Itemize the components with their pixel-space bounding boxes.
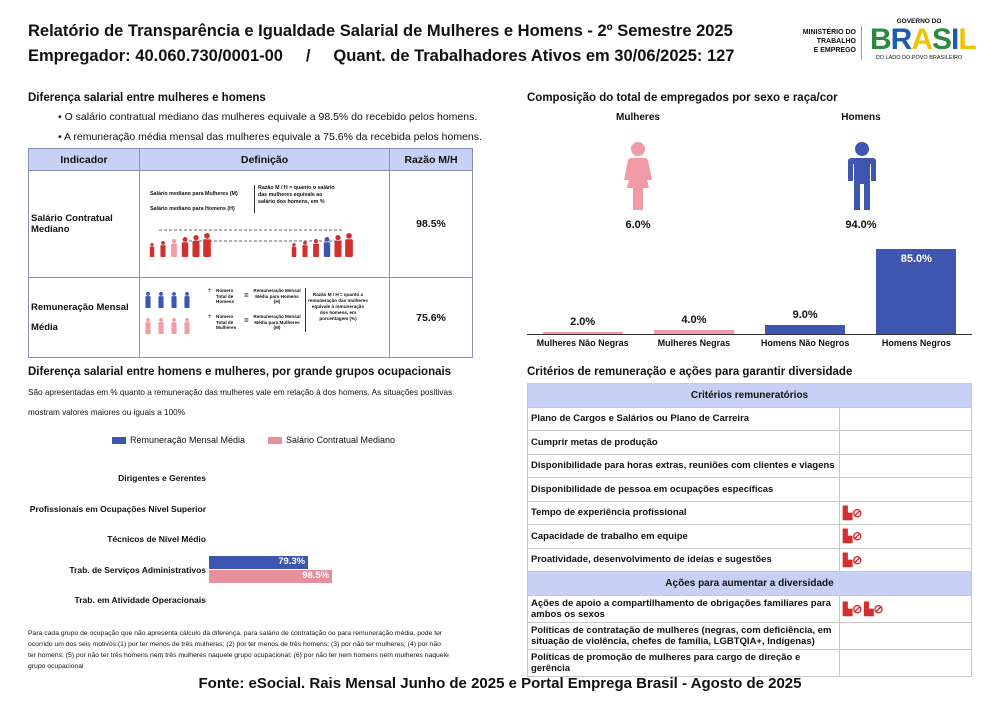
criteria-mark-cell xyxy=(840,501,972,525)
adopted-criterion-icon: ▙⊘ xyxy=(843,552,863,567)
def-label-men: Salário mediano para Homens (H) xyxy=(150,206,235,212)
indicator-name: Salário Contratual Mediano xyxy=(29,171,140,278)
ministry-line-1: MINISTÉRIO DO xyxy=(802,29,856,36)
employer-line: Empregador: 40.060.730/0001-00 / Quant. de Trabalhadores Ativos em 30/06/2025: 127 xyxy=(28,47,735,65)
criteria-heading: Critérios de remuneração e ações para garantir diversidade xyxy=(527,366,853,378)
criteria-mark-cell xyxy=(840,595,972,622)
legend-remuneration xyxy=(112,435,245,445)
brand-letter: B xyxy=(870,23,891,56)
legend-swatch xyxy=(268,437,282,444)
woman-icon xyxy=(618,142,658,212)
table-row xyxy=(528,548,972,572)
table-row xyxy=(528,478,972,502)
report-title: Relatório de Transparência e Igualdade Salarial de Mulheres e Homens - 2º Semestre 2025 xyxy=(28,22,733,40)
indicator-table-header xyxy=(29,149,473,171)
category-label: Homens Negros xyxy=(881,338,951,348)
bullet-median: • O salário contratual mediano das mulheres equivale a 98.5% do recebido pelos homens. xyxy=(58,111,478,123)
criteria-label: Capacidade de trabalho em equipe xyxy=(528,525,840,549)
adopted-criterion-icon: ▙⊘ xyxy=(864,601,884,616)
criteria-label: Políticas de promoção de mulheres para cargo de direção e gerência xyxy=(528,649,840,676)
legend-swatch xyxy=(112,437,126,444)
def-label-men-avg: Remuneração Mensal Média para Homens (H) xyxy=(253,288,301,304)
chart-bar xyxy=(765,325,845,334)
occupational-footnote xyxy=(28,628,478,672)
occupational-bar-chart xyxy=(26,465,466,615)
footnote-line: ter homens; (5) por não ter três homens nem três mulheres naquele grupo ocupacional; (6) por não ter nem homens nem mulheres naquele xyxy=(28,652,449,659)
women-label: Mulheres xyxy=(616,112,660,123)
data-label: 98.5% xyxy=(302,569,330,581)
section-header-cell: Critérios remuneratórios xyxy=(528,384,972,408)
legend-label: Salário Contratual Mediano xyxy=(286,435,396,445)
indicator-name: Remuneração Mensal Média xyxy=(29,278,140,358)
category-label: Homens Não Negros xyxy=(760,338,850,348)
def-note-average: Razão M / H = quanto a remuneração das mulheres equivale à remuneração dos homens, em porcentagem (%) xyxy=(308,292,368,321)
bullet-average: • A remuneração média mensal das mulheres equivale a 75.6% da recebida pelos homens. xyxy=(58,131,482,143)
brand-letter: I xyxy=(951,23,959,56)
category-label: Mulheres Negras xyxy=(657,338,731,348)
criteria-section-header xyxy=(528,572,972,596)
data-label: 4.0% xyxy=(681,314,707,326)
composition-bar-chart xyxy=(527,240,972,350)
logo-divider xyxy=(861,26,862,60)
criteria-mark-cell xyxy=(840,548,972,572)
chart-baseline xyxy=(527,334,972,335)
brasil-wordmark xyxy=(870,23,976,56)
people-figures-icon xyxy=(144,219,364,261)
ministry-line-3: E EMPREGO xyxy=(813,47,856,54)
women-percent: 6.0% xyxy=(625,219,651,231)
occupation-label: Dirigentes e Gerentes xyxy=(118,473,206,483)
criteria-label: Políticas de contratação de mulheres (negras, com deficiência, em situação de violência, chefes de família, LGBTQIA+, Indígenas) xyxy=(528,622,840,649)
adopted-criterion-icon: ▙⊘ xyxy=(843,529,863,544)
footnote-line: grupo ocupacional xyxy=(28,663,84,670)
data-label: 2.0% xyxy=(570,316,596,328)
equals-sign: = xyxy=(244,291,249,300)
criteria-mark-cell xyxy=(840,622,972,649)
criteria-label: Cumprir metas de produção xyxy=(528,431,840,455)
occupation-bar xyxy=(209,570,332,583)
data-label: 9.0% xyxy=(792,309,818,321)
category-label: Mulheres Não Negras xyxy=(536,338,629,348)
chart-bar xyxy=(654,330,734,334)
data-label: 85.0% xyxy=(900,253,932,265)
def-note-median: Razão M / H = quanto o salário das mulheres equivale ao salário dos homens, em % xyxy=(258,185,335,205)
definition-graphic-average xyxy=(140,278,390,358)
criteria-mark-cell xyxy=(840,649,972,676)
brand-letter: L xyxy=(958,23,976,56)
table-row xyxy=(29,278,473,358)
criteria-label: Disponibilidade para horas extras, reuniões com clientes e viagens xyxy=(528,454,840,478)
col-definition: Definição xyxy=(140,149,390,171)
people-sum-icon xyxy=(144,288,206,338)
brand-letter: S xyxy=(932,23,952,56)
def-label-women: Salário mediano para Mulheres (M) xyxy=(150,191,238,197)
table-row xyxy=(528,431,972,455)
criteria-label: Proatividade, desenvolvimento de ideias e sugestões xyxy=(528,548,840,572)
criteria-mark-cell xyxy=(840,407,972,431)
gov-top-text: GOVERNO DO xyxy=(896,18,942,25)
footnote-line: Para cada grupo de ocupação que não apresenta cálculo da diferença, para salário de contratação ou para remuneração média, pode ter xyxy=(28,630,443,637)
divide-sign: ÷ xyxy=(208,314,212,320)
data-label: 79.3% xyxy=(278,555,306,567)
table-row xyxy=(528,454,972,478)
brand-letter: R xyxy=(890,23,912,56)
definition-graphic-median xyxy=(140,171,390,278)
legend-salary xyxy=(268,435,395,445)
criteria-mark-cell xyxy=(840,431,972,455)
col-indicator: Indicador xyxy=(29,149,140,171)
footnote-line: ocorrido um dos seis motivos:(1) por ter menos de três mulheres; (2) por ter menos de três homens; (3) por não ter mulheres; (4) por não xyxy=(28,641,441,648)
divide-sign: ÷ xyxy=(208,288,212,294)
def-label-women-count: Número Total de Mulheres xyxy=(216,314,237,330)
criteria-table xyxy=(527,383,972,677)
def-label-men-count: Número Total de Homens xyxy=(216,288,235,304)
criteria-label: Ações de apoio a compartilhamento de obrigações familiares para ambos os sexos xyxy=(528,595,840,622)
occupation-label: Técnicos de Nível Médio xyxy=(107,534,206,544)
occupational-description-2: mostram valores maiores ou iguais a 100% xyxy=(28,408,185,417)
table-row xyxy=(29,171,473,278)
composition-heading: Composição do total de empregados por sexo e raça/cor xyxy=(527,92,838,104)
source-footer: Fonte: eSocial. Rais Mensal Junho de 2025 e Portal Emprega Brasil - Agosto de 2025 xyxy=(198,675,802,692)
gov-slogan: DO LADO DO POVO BRASILEIRO xyxy=(875,55,963,61)
occupational-heading: Diferença salarial entre homens e mulheres, por grande grupos ocupacionais xyxy=(28,366,452,378)
man-icon xyxy=(842,142,882,212)
government-logo xyxy=(870,18,976,61)
ministry-logo xyxy=(792,28,856,55)
table-row xyxy=(528,501,972,525)
occupation-label: Profissionais em Ocupações Nível Superior xyxy=(29,503,206,514)
criteria-mark-cell xyxy=(840,454,972,478)
equals-sign: = xyxy=(244,316,249,325)
ratio-value-average: 75.6% xyxy=(390,278,473,358)
table-row xyxy=(528,407,972,431)
def-label-women-avg: Remuneração Mensal Média para Mulheres (M) xyxy=(253,314,301,330)
chart-bar xyxy=(543,332,623,334)
criteria-mark-cell xyxy=(840,478,972,502)
indicator-table xyxy=(28,148,473,358)
men-percent: 94.0% xyxy=(845,219,877,231)
table-row xyxy=(528,525,972,549)
definition-labels xyxy=(150,187,238,217)
table-row xyxy=(528,595,972,622)
adopted-criterion-icon: ▙⊘ xyxy=(843,505,863,520)
table-row xyxy=(528,622,972,649)
occupation-label: Trab. em Atividade Operacionais xyxy=(74,595,206,605)
occupation-bar xyxy=(209,556,308,569)
section-header-cell: Ações para aumentar a diversidade xyxy=(528,572,972,596)
criteria-label: Disponibilidade de pessoa em ocupações específicas xyxy=(528,478,840,502)
occupational-description: São apresentadas em % quanto a remuneração das mulheres vale em relação à dos homens. As situações positivas xyxy=(28,388,453,397)
brace xyxy=(253,185,255,213)
legend-label: Remuneração Mensal Média xyxy=(130,435,246,445)
adopted-criterion-icon: ▙⊘ xyxy=(843,601,863,616)
criteria-mark-cell xyxy=(840,525,972,549)
salary-gap-heading: Diferença salarial entre mulheres e homens xyxy=(28,92,266,104)
col-ratio: Razão M/H xyxy=(390,149,473,171)
men-label: Homens xyxy=(841,112,881,123)
criteria-label: Tempo de experiência profissional xyxy=(528,501,840,525)
brand-letter: A xyxy=(911,23,933,56)
occupation-label: Trab. de Serviços Administrativos xyxy=(69,564,206,575)
table-row xyxy=(528,649,972,676)
ratio-value-median: 98.5% xyxy=(390,171,473,278)
brace xyxy=(303,288,306,332)
criteria-label: Plano de Cargos e Salários ou Plano de Carreira xyxy=(528,407,840,431)
criteria-section-header xyxy=(528,384,972,408)
ministry-line-2: TRABALHO xyxy=(816,38,856,45)
